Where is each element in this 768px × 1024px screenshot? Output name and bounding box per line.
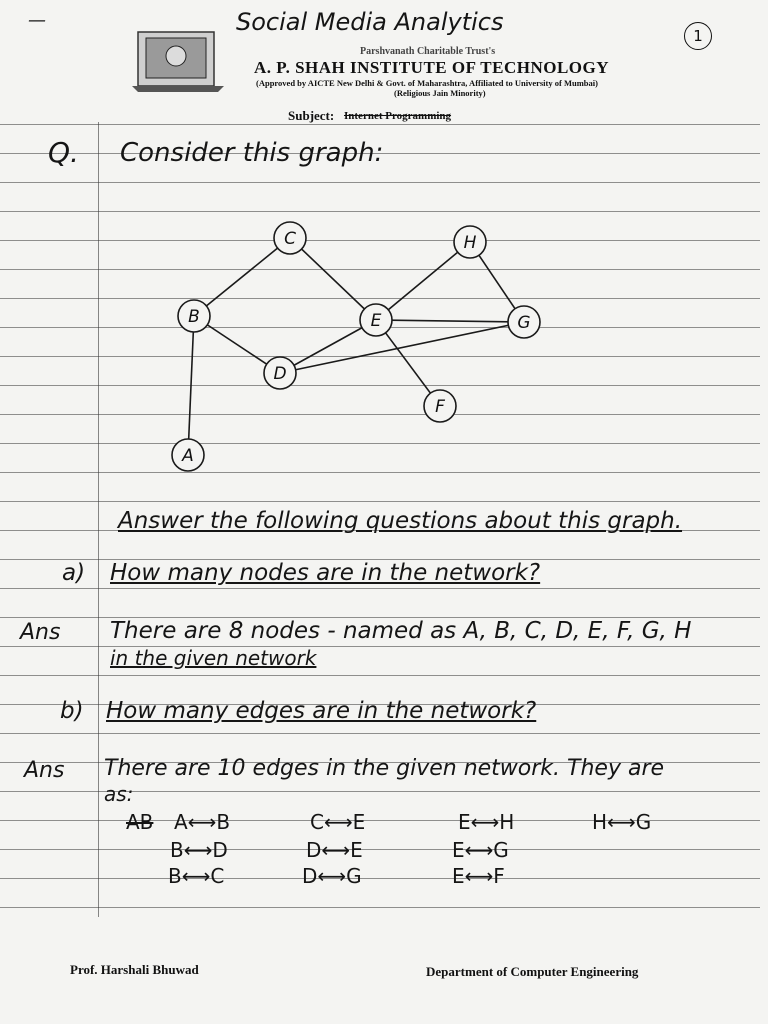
question-b-marker: b)	[60, 698, 84, 724]
edge-item: E⟷H	[458, 810, 515, 834]
edge-item: B⟷D	[170, 838, 228, 862]
node-label: B	[188, 307, 200, 327]
question-text: Consider this graph:	[120, 138, 384, 168]
edge-item: C⟷E	[310, 810, 366, 834]
professor-name: Prof. Harshali Bhuwad	[70, 962, 199, 977]
ruled-line	[0, 675, 760, 676]
question-a-text: How many nodes are in the network?	[110, 560, 541, 586]
edge-item: B⟷C	[168, 864, 225, 888]
ruled-line	[0, 733, 760, 734]
ruled-line	[0, 588, 760, 589]
node-g	[508, 306, 540, 338]
answer-a-line2: in the given network	[110, 646, 317, 670]
edge-item: H⟷G	[592, 810, 652, 834]
institute-name: A. P. SHAH INSTITUTE OF TECHNOLOGY	[254, 58, 610, 77]
edge-item: D⟷E	[306, 838, 363, 862]
ruled-line	[0, 849, 760, 850]
instruction-text: Answer the following questions about this graph.	[118, 508, 683, 534]
trust-name: Parshvanath Charitable Trust's	[360, 46, 496, 57]
node-c	[274, 222, 306, 254]
page-number: 1	[693, 27, 703, 45]
node-label: F	[435, 397, 445, 417]
edge-item: D⟷G	[302, 864, 362, 888]
node-a	[172, 439, 204, 471]
node-b	[178, 300, 210, 332]
node-label: E	[370, 311, 382, 331]
edge-e-h	[376, 242, 470, 320]
question-a-marker: a)	[62, 560, 86, 586]
answer-b-label: Ans	[24, 758, 65, 783]
edge-e-g	[376, 320, 524, 322]
minority-line: (Religious Jain Minority)	[394, 88, 486, 98]
edge-item: E⟷F	[452, 864, 505, 888]
answer-a-label: Ans	[20, 620, 61, 645]
department-name: Department of Computer Engineering	[426, 964, 639, 979]
node-label: C	[284, 229, 296, 249]
node-label: A	[182, 446, 194, 466]
subject-value: Internet Programming	[344, 110, 452, 122]
answer-b-line2: as:	[104, 782, 134, 806]
ruled-line	[0, 878, 760, 879]
answer-a-line1: There are 8 nodes - named as A, B, C, D, E, F, G, H	[110, 618, 692, 644]
node-h	[454, 226, 486, 258]
node-f	[424, 390, 456, 422]
node-label: G	[517, 313, 531, 333]
edge-item: A⟷B	[174, 810, 231, 834]
node-label: D	[273, 364, 287, 384]
node-label: H	[463, 233, 477, 253]
page-title: Social Media Analytics	[236, 8, 504, 36]
question-marker: Q.	[48, 136, 79, 169]
edge-c-e	[290, 238, 376, 320]
edge-d-g	[280, 322, 524, 373]
subject-label: Subject:	[288, 108, 335, 123]
answer-b-line1: There are 10 edges in the given network. They are	[104, 756, 665, 781]
node-e	[360, 304, 392, 336]
ruled-line	[0, 907, 760, 908]
approval-line: (Approved by AICTE New Delhi & Govt. of Maharashtra, Affiliated to University of Mumbai)	[256, 78, 598, 88]
edge-b-c	[194, 238, 290, 316]
top-dash: —	[28, 10, 46, 31]
struck-edge: AB	[126, 810, 154, 834]
edge-a-b	[188, 316, 194, 455]
edge-item: E⟷G	[452, 838, 509, 862]
node-d	[264, 357, 296, 389]
question-b-text: How many edges are in the network?	[106, 698, 537, 724]
